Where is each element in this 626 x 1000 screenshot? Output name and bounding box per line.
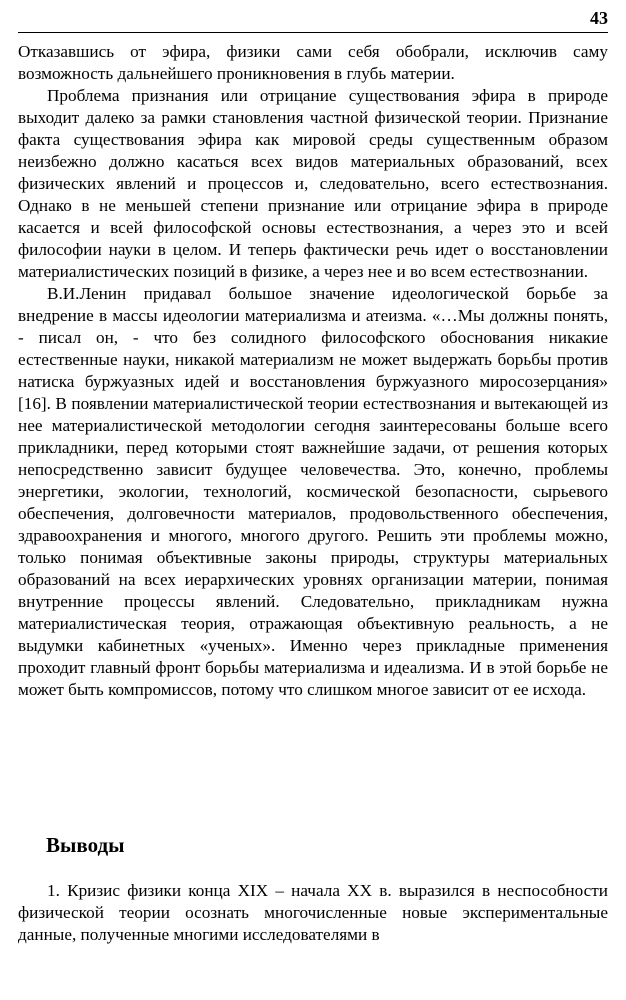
conclusion-item: 1. Кризис физики конца XIX – начала XX в. выразился в неспособности физической теории осознать многочисленные новые экспериментальные данные, полученные многими исследователями в <box>18 881 608 944</box>
paragraph: В.И.Ленин придавал большое значение идеологической борьбе за внедрение в массы идеологии материализма и атеизма. «…Мы должны понять, - писал он, - что без солидного философского обоснования никакие естественные науки, никакой материализм не может выдержать борьбы против натиска буржуазных идей и восстановления буржуазного миросозерцания» [16]. В появлении материалистической теории естествознания и вытекающей из нее материалистической методологии сегодня заинтересованы больше всего прикладники, перед которыми стоят важнейшие задачи, от решения которых непосредственно зависит будущее человечества. Это, конечно, проблемы энергетики, экологии, технологий, космической безопасности, сырьевого обеспечения, долговечности материалов, продовольственного обеспечения, здравоохранения и многого, многого другого. Решить эти проблемы можно, только понимая объективные законы природы, структуры материальных образований на всех иерархических уровнях организации материи, понимая внутренние процессы явлений. Следовательно, прикладникам нужна материалистическая теория, отражающая объективную реальность, а не выдумки кабинетных «ученых». Именно через прикладные применения проходит главный фронт борьбы материализма и идеализма. И в этой борьбе не может быть компромиссов, потому что слишком многое зависит от ее исхода. <box>18 284 608 699</box>
paragraph: Проблема признания или отрицание существования эфира в природе выходит далеко за рамки становления частной физической теории. Признание факта существования эфира как мировой среды существенным образом неизбежно должно касаться всех видов материальных образований, всех физических явлений и процессов и, следовательно, всего естествознания. Однако в не меньшей степени признание или отрицание эфира в природе касается и всей философской основы естествознания, а через это и всей философии науки в целом. И теперь фактически речь идет о восстановлении материалистических позиций в физике, а через нее и во всем естествознании. <box>18 86 608 281</box>
page-number: 43 <box>590 8 608 28</box>
section-heading: Выводы <box>46 833 125 857</box>
conclusions-list <box>18 880 608 946</box>
header-rule <box>18 32 608 33</box>
paragraph: Отказавшись от эфира, физики сами себя обобрали, исключив саму возможность дальнейшего проникновения в глубь материи. <box>18 42 608 83</box>
body-text <box>18 41 608 701</box>
